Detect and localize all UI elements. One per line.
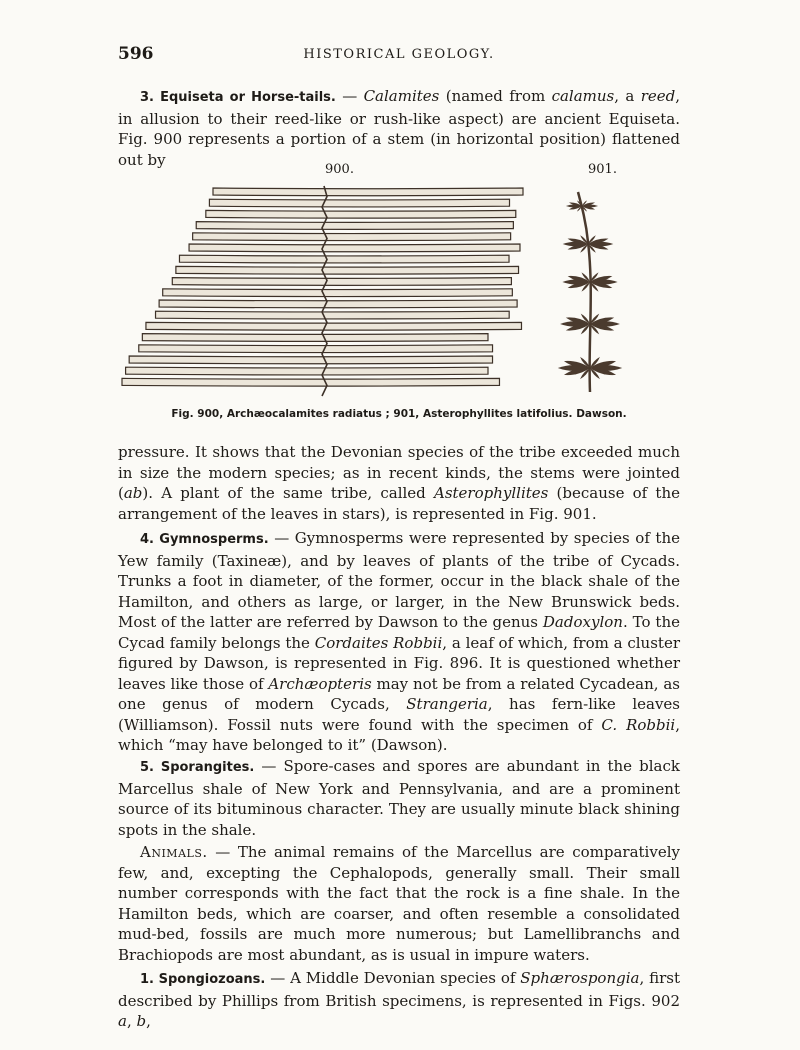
figure-label-900: 900. (325, 162, 354, 177)
stem-rib (209, 199, 509, 207)
stem-rib (176, 266, 519, 274)
stem-rib (172, 278, 511, 286)
stem-rib (163, 289, 513, 297)
figure-caption: Fig. 900, Archæocalamites radiatus ; 901, Asterophyllites latifolius. Dawson. (171, 408, 627, 420)
calamite-stem-illustration (118, 182, 538, 402)
stem-rib (193, 233, 511, 241)
stem-rib (196, 222, 513, 230)
stem-rib (179, 255, 509, 263)
figure-900-901 (118, 160, 680, 430)
stem-rib (126, 367, 488, 375)
stem-rib (142, 334, 488, 342)
paragraph-sporangites: 5. Sporangites. — Spore-cases and spores are abundant in the black Marcellus shale of New York and Pennsylvania, and are a prominent source of its bituminous character. They are usually minute black shining spots in the shale. (118, 757, 680, 839)
paragraph-pressure: pressure. It shows that the Devonian species of the tribe exceeded much in size the modern species; as in recent kinds, the stems were jointed (ab). A plant of the same tribe, called Asterophyllites (because of the arrangement of the leaves in stars), is represented in Fig. 901. (118, 443, 680, 523)
section-heading-sporangites: 5. Sporangites. (140, 760, 255, 775)
stem-rib (206, 210, 516, 218)
stem-rib (156, 311, 510, 319)
section-heading-equiseta: 3. Equiseta or Horse-tails. (140, 90, 336, 105)
section-heading-gymnosperms: 4. Gymnosperms. (140, 532, 269, 547)
asterophyllites-sprig-illustration (538, 182, 638, 402)
page-number: 596 (118, 44, 154, 64)
paragraph-equiseta: 3. Equiseta or Horse-tails. — Calamites (named from calamus, a reed, in allusion to their reed-like or rush-like aspect) are ancient Equiseta. Fig. 900 represents a portion of a stem (in horizontal position) flattened out by (118, 87, 680, 169)
stem-rib (139, 345, 493, 353)
running-head (118, 44, 680, 72)
stem-rib (189, 244, 520, 252)
section-heading-spongiozoans: 1. Spongiozoans. (140, 972, 266, 987)
stem-rib (129, 356, 492, 364)
stem-rib (146, 322, 522, 330)
running-title: HISTORICAL GEOLOGY. (303, 47, 495, 62)
section-heading-animals: Animals. (140, 843, 208, 861)
figure-label-901: 901. (588, 162, 617, 177)
paragraph-gymnosperms: 4. Gymnosperms. — Gymnosperms were represented by species of the Yew family (Taxineæ), and by leaves of plants of the tribe of Cycads. Trunks a foot in diameter, of the former, occur in the black shale of the Hamilton, and others as large, or larger, in the New Brunswick beds. Most of the latter are referred by Dawson to the genus Dadoxylon. To the Cycad family belongs the Cordaites Robbii, a leaf of which, from a cluster figured by Dawson, is represented in Fig. 896. It is questioned whether leaves like those of Archæopteris may not be from a related Cycadean, as one genus of modern Cycads, Strangeria, has fern-like leaves (Williamson). Fossil nuts were found with the specimen of C. Robbii, which “may have belonged to it” (Dawson). (118, 529, 680, 754)
paragraph-animals: Animals. — The animal remains of the Marcellus are comparatively few, and, excepting the Cephalopods, generally small. Their small number corresponds with the fact that the rock is a fine shale. In the Hamilton beds, which are coarser, and often resemble a consolidated mud-bed, fossils are much more numerous; but Lamellibranchs and Brachiopods are most abundant, as is usual in impure waters. (118, 843, 680, 964)
stem-rib (122, 378, 499, 386)
stem-rib (213, 188, 523, 196)
paragraph-spongiozoans: 1. Spongiozoans. — A Middle Devonian species of Sphærospongia, first described by Phillips from British specimens, is represented in Figs. 902 a, b, (118, 969, 680, 1030)
stem-rib (159, 300, 517, 308)
